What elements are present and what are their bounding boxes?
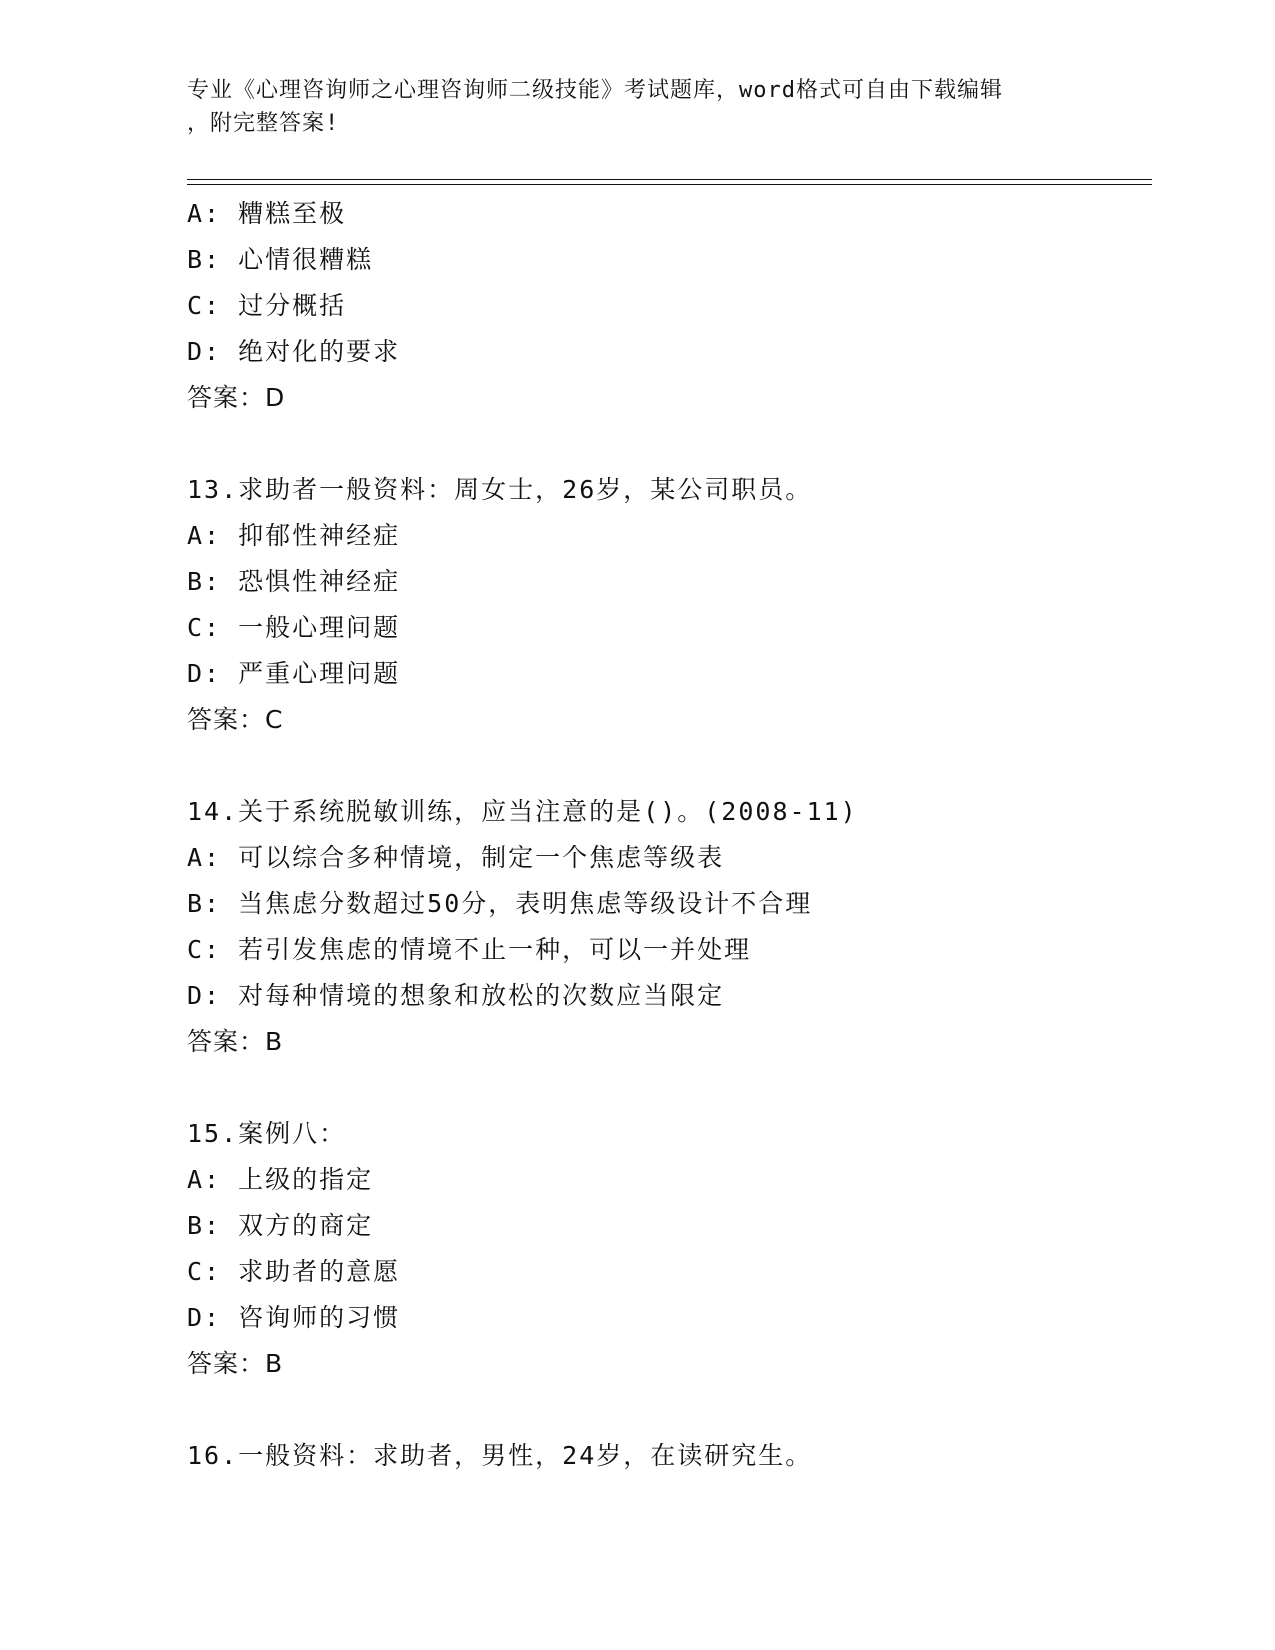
answer-line: 答案：B	[187, 1349, 284, 1378]
option-b: B: 心情很糟糕	[187, 245, 374, 274]
option-c: C: 若引发焦虑的情境不止一种，可以一并处理	[187, 935, 752, 964]
option-d: D: 绝对化的要求	[187, 337, 401, 366]
document-header	[187, 74, 1067, 140]
answer-line: 答案：B	[187, 1027, 284, 1056]
question-text: 15.案例八：	[187, 1119, 347, 1148]
option-d: D: 对每种情境的想象和放松的次数应当限定	[187, 981, 725, 1010]
question-text: 16.一般资料：求助者，男性，24岁，在读研究生。	[187, 1441, 813, 1470]
option-c: C: 求助者的意愿	[187, 1257, 401, 1286]
option-d: D: 咨询师的习惯	[187, 1303, 401, 1332]
spacer	[187, 743, 1152, 789]
header-divider-top	[187, 179, 1152, 180]
header-title-line-2: ，附完整答案!	[187, 111, 340, 136]
option-d: D: 严重心理问题	[187, 659, 401, 688]
question-block	[187, 467, 1152, 743]
option-a: A: 可以综合多种情境，制定一个焦虑等级表	[187, 843, 725, 872]
option-c: C: 过分概括	[187, 291, 347, 320]
answer-line: 答案：D	[187, 383, 286, 412]
question-list	[187, 191, 1152, 1479]
question-block	[187, 1433, 1152, 1479]
option-b: B: 恐惧性神经症	[187, 567, 401, 596]
option-a: A: 上级的指定	[187, 1165, 374, 1194]
question-text: 14.关于系统脱敏训练，应当注意的是()。(2008-11)	[187, 797, 858, 826]
option-a: A: 抑郁性神经症	[187, 521, 401, 550]
option-c: C: 一般心理问题	[187, 613, 401, 642]
header-divider-bottom	[187, 184, 1152, 185]
option-b: B: 双方的商定	[187, 1211, 374, 1240]
answer-line: 答案：C	[187, 705, 284, 734]
spacer	[187, 1387, 1152, 1433]
question-block	[187, 191, 1152, 421]
question-block	[187, 789, 1152, 1065]
spacer	[187, 421, 1152, 467]
spacer	[187, 1065, 1152, 1111]
option-a: A: 糟糕至极	[187, 199, 347, 228]
question-text: 13.求助者一般资料：周女士，26岁，某公司职员。	[187, 475, 813, 504]
header-title-line-1: 专业《心理咨询师之心理咨询师二级技能》考试题库，word格式可自由下载编辑	[187, 78, 1003, 103]
option-b: B: 当焦虑分数超过50分，表明焦虑等级设计不合理	[187, 889, 813, 918]
question-block	[187, 1111, 1152, 1387]
